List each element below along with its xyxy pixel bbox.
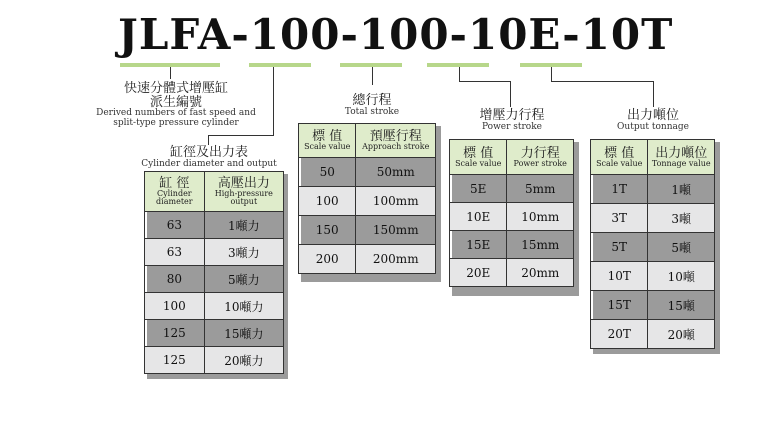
output-label [603, 109, 703, 132]
table-cell: 5噸 [648, 233, 715, 262]
table-cell: 1噸力 [204, 212, 283, 239]
table-cell: 15噸 [648, 291, 715, 320]
table-cell: 5E [450, 175, 507, 203]
series-label-zh-1: 快速分體式增壓缸 [123, 81, 228, 96]
cylinder-label [138, 146, 280, 169]
series-label-en-1: Derived numbers of fast speed and [96, 108, 256, 119]
model-code: JLFA-100-100-10E-10T [118, 10, 674, 59]
table-cell: 63 [145, 239, 205, 266]
stroke-header-approach [356, 124, 436, 158]
table-cell: 50 [299, 158, 356, 187]
table-cell: 125 [145, 320, 205, 347]
cylinder-header-output-en-1: High-pressure [214, 189, 273, 198]
connector-power-h [459, 81, 511, 82]
table-cell: 20mm [507, 259, 574, 287]
table-row [591, 262, 715, 291]
connector-cylinder-drop [208, 135, 209, 145]
stroke-header-approach-zh: 預壓行程 [369, 129, 422, 144]
connector-cylinder-h [208, 135, 274, 136]
connector-output-drop [653, 81, 654, 107]
table-row [145, 212, 284, 239]
table-cell: 200 [299, 245, 356, 274]
cylinder-header-output-en-2: output [230, 197, 258, 206]
table-cell: 3噸力 [204, 239, 283, 266]
table-row [591, 204, 715, 233]
series-label-zh-2: 派生編號 [149, 94, 202, 110]
table-cell: 10噸力 [204, 293, 283, 320]
table-cell: 15T [591, 291, 648, 320]
power-header-scale-en: Scale value [455, 158, 502, 168]
underline-stroke [340, 63, 402, 67]
power-header-stroke-en: Power stroke [513, 158, 567, 168]
table-row [299, 158, 436, 187]
cylinder-header-diameter [145, 172, 205, 212]
cylinder-header-output-zh: 高壓出力 [217, 176, 270, 191]
table-cell: 15mm [507, 231, 574, 259]
table-cell: 125 [145, 347, 205, 374]
output-header-tonnage [648, 140, 715, 175]
cylinder-header-diameter-en-2: diameter [156, 197, 193, 206]
table-row [299, 216, 436, 245]
stroke-label-zh: 總行程 [352, 93, 392, 108]
table-cell: 100 [299, 187, 356, 216]
table-cell: 150 [299, 216, 356, 245]
stroke-table [298, 123, 436, 274]
table-cell: 100 [145, 293, 205, 320]
table-cell: 100mm [356, 187, 436, 216]
table-cell: 20E [450, 259, 507, 287]
table-cell: 80 [145, 266, 205, 293]
output-label-en: Output tonnage [617, 121, 689, 132]
table-cell: 5T [591, 233, 648, 262]
stroke-label-en: Total stroke [344, 106, 400, 117]
table-cell: 1T [591, 175, 648, 204]
table-row [299, 245, 436, 274]
output-label-zh: 出力噸位 [626, 108, 679, 123]
table-cell: 20T [591, 320, 648, 349]
table-cell: 3T [591, 204, 648, 233]
cylinder-label-en: Cylinder diameter and output [141, 158, 277, 169]
underline-power [427, 63, 489, 67]
power-label [462, 109, 562, 132]
table-row [145, 320, 284, 347]
table-row [145, 266, 284, 293]
table-cell: 63 [145, 212, 205, 239]
table-cell: 150mm [356, 216, 436, 245]
connector-output-h [551, 81, 654, 82]
connector-power-v [459, 67, 460, 81]
table-row [145, 239, 284, 266]
table-cell: 15噸力 [204, 320, 283, 347]
output-header-scale [591, 140, 648, 175]
table-row [450, 259, 574, 287]
stroke-header-scale-zh: 標 值 [312, 129, 343, 144]
table-cell: 10噸 [648, 262, 715, 291]
power-header-stroke-zh: 力行程 [520, 145, 560, 161]
table-cell: 20噸 [648, 320, 715, 349]
table-cell: 5mm [507, 175, 574, 203]
stroke-header-approach-en: Approach stroke [362, 142, 430, 151]
table-row [591, 291, 715, 320]
table-cell: 15E [450, 231, 507, 259]
table-cell: 3噸 [648, 204, 715, 233]
table-row [450, 175, 574, 203]
cylinder-table [144, 171, 284, 374]
output-header-scale-en: Scale value [596, 158, 643, 168]
table-cell: 5噸力 [204, 266, 283, 293]
output-header-scale-zh: 標 值 [604, 145, 635, 161]
connector-stroke [372, 67, 373, 85]
series-label [96, 82, 256, 128]
power-header-stroke [507, 140, 574, 175]
connector-cylinder-v [273, 67, 274, 135]
power-label-zh: 增壓力行程 [479, 108, 545, 123]
output-header-tonnage-en: Tonnage value [651, 158, 711, 168]
connector-series [170, 67, 171, 79]
table-cell: 200mm [356, 245, 436, 274]
output-table [590, 139, 715, 349]
table-row [299, 187, 436, 216]
table-row [145, 293, 284, 320]
table-row [450, 231, 574, 259]
stroke-label [322, 94, 422, 117]
power-label-en: Power stroke [481, 121, 543, 132]
table-row [591, 175, 715, 204]
power-header-scale [450, 140, 507, 175]
series-label-en-2: split-type pressure cylinder [113, 117, 239, 128]
power-header-scale-zh: 標 值 [463, 145, 494, 161]
underline-diameter [249, 63, 311, 67]
table-cell: 10E [450, 203, 507, 231]
table-cell: 10mm [507, 203, 574, 231]
table-row [591, 320, 715, 349]
cylinder-header-diameter-en-1: Cylinder [157, 189, 192, 198]
table-row [145, 347, 284, 374]
table-row [450, 203, 574, 231]
output-header-tonnage-zh: 出力噸位 [655, 145, 708, 161]
table-cell: 10T [591, 262, 648, 291]
cylinder-header-diameter-zh: 缸 徑 [159, 176, 190, 191]
cylinder-label-zh: 缸徑及出力表 [169, 145, 248, 160]
stroke-header-scale-en: Scale value [304, 142, 351, 151]
connector-power-drop [510, 81, 511, 107]
stroke-header-scale [299, 124, 356, 158]
table-cell: 20噸力 [204, 347, 283, 374]
cylinder-header-output [204, 172, 283, 212]
power-table [449, 139, 574, 287]
table-cell: 1噸 [648, 175, 715, 204]
connector-output-v [551, 67, 552, 81]
table-row [591, 233, 715, 262]
table-cell: 50mm [356, 158, 436, 187]
